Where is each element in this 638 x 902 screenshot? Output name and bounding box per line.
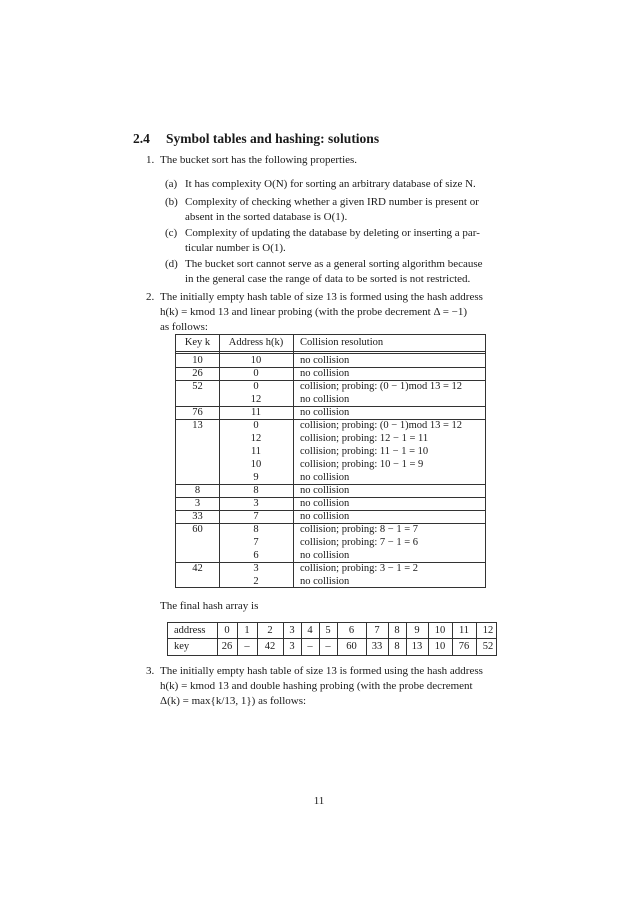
- address-cell: 11: [250, 446, 262, 457]
- hash-array-key: 3: [289, 641, 295, 652]
- resolution-cell: collision; probing: 3 − 1 = 2: [300, 563, 419, 574]
- hash-array-address: 1: [244, 625, 250, 636]
- hash-array-address: 7: [374, 625, 380, 636]
- hash-array-address: 6: [348, 625, 355, 636]
- address-cell: 2: [253, 576, 259, 587]
- address-cell: 7: [253, 537, 259, 548]
- key-cell: 60: [192, 524, 203, 535]
- page-number: 11: [313, 795, 325, 807]
- hash-array-key-label: key: [174, 641, 190, 652]
- item-1-number: 1.: [146, 154, 155, 166]
- address-cell: 9: [253, 472, 259, 483]
- hash-array-key: 13: [411, 641, 423, 652]
- key-cell: 8: [194, 485, 201, 496]
- key-cell: 13: [192, 420, 203, 431]
- resolution-cell: no collision: [300, 485, 350, 496]
- address-cell: 0: [253, 420, 259, 431]
- subitem-d-label: (d): [165, 258, 178, 270]
- hash-array-address: 2: [267, 625, 273, 636]
- address-cell: 12: [250, 433, 262, 444]
- section-title: Symbol tables and hashing: solutions: [166, 131, 380, 146]
- hash-array-key: –: [244, 641, 250, 652]
- address-cell: 8: [253, 485, 259, 496]
- resolution-cell: no collision: [300, 407, 350, 418]
- hash-array-address: 4: [307, 625, 313, 636]
- final-array-caption: The final hash array is: [160, 600, 259, 612]
- resolution-cell: no collision: [300, 394, 350, 405]
- resolution-cell: collision; probing: 12 − 1 = 11: [300, 433, 429, 444]
- item-3-line-3: Δ(k) = max{k/13, 1}) as follows:: [160, 695, 307, 707]
- key-cell: 26: [192, 368, 203, 379]
- hash-array-key: 76: [458, 641, 470, 652]
- item-1-intro: The bucket sort has the following properties.: [160, 154, 358, 166]
- address-cell: 11: [250, 407, 262, 418]
- subitem-a-line-1: It has complexity O(N) for sorting an arbitrary database of size N.: [185, 178, 476, 190]
- hash-array-key: 60: [346, 641, 357, 652]
- hash-array-address: 5: [325, 625, 331, 636]
- hash-array-key: 26: [221, 641, 233, 652]
- address-cell: 8: [253, 524, 259, 535]
- address-cell: 0: [253, 381, 259, 392]
- collision-table: [175, 334, 486, 588]
- hash-array-address: 11: [458, 625, 470, 636]
- item-3-line-2: h(k) = kmod 13 and double hashing probing (with the probe decrement: [160, 680, 473, 692]
- subitem-b-line-2: absent in the sorted database is O(1).: [185, 211, 348, 223]
- hash-array-key: –: [307, 641, 313, 652]
- header-address: Address h(k): [228, 337, 284, 348]
- item-2-number: 2.: [146, 291, 155, 303]
- hash-array-address: 3: [289, 625, 295, 636]
- address-cell: 10: [250, 459, 262, 470]
- key-cell: 52: [192, 381, 203, 392]
- address-cell: 6: [253, 550, 259, 561]
- hash-array-key: 33: [371, 641, 383, 652]
- hash-array-address: 10: [434, 625, 446, 636]
- item-2-line-1: The initially empty hash table of size 13 is formed using the hash address: [160, 291, 483, 303]
- address-cell: 3: [253, 563, 259, 574]
- resolution-cell: no collision: [300, 498, 350, 509]
- table-divider: [293, 335, 294, 587]
- subitem-c-line-2: ticular number is O(1).: [185, 242, 286, 254]
- resolution-cell: no collision: [300, 550, 350, 561]
- header-key: Key k: [184, 337, 211, 348]
- key-cell: 76: [192, 407, 203, 418]
- address-cell: 10: [250, 355, 262, 366]
- hash-array-key: 52: [482, 641, 494, 652]
- address-cell: 3: [253, 498, 259, 509]
- resolution-cell: no collision: [300, 472, 350, 483]
- item-2-line-3: as follows:: [160, 321, 208, 333]
- hash-array-key: 8: [394, 641, 400, 652]
- subitem-b-label: (b): [165, 196, 178, 208]
- resolution-cell: collision; probing: 7 − 1 = 6: [300, 537, 419, 548]
- subitem-d-line-2: in the general case the range of data to be sorted is not restricted.: [185, 273, 471, 285]
- hash-array-address: 9: [414, 625, 420, 636]
- subitem-c-line-1: Complexity of updating the database by deleting or inserting a par-: [185, 227, 480, 239]
- subitem-a-label: (a): [165, 178, 178, 190]
- item-3-line-1: The initially empty hash table of size 13 is formed using the hash address: [160, 665, 483, 677]
- resolution-cell: collision; probing: 11 − 1 = 10: [300, 446, 429, 457]
- hash-array-key: 42: [264, 641, 276, 652]
- resolution-cell: collision; probing: (0 − 1)mod 13 = 12: [300, 420, 463, 431]
- key-cell: 10: [192, 355, 203, 366]
- section-heading: [133, 131, 379, 147]
- hash-array-table: [167, 622, 497, 656]
- hash-array-address: 0: [224, 625, 230, 636]
- resolution-cell: no collision: [300, 355, 350, 366]
- item-2-line-2: h(k) = kmod 13 and linear probing (with the probe decrement Δ = −1): [160, 306, 468, 318]
- address-cell: 0: [253, 368, 259, 379]
- subitem-b-line-1: Complexity of checking whether a given IRD number is present or: [185, 196, 479, 208]
- hash-array-address: 12: [482, 625, 494, 636]
- header-double-rule: [176, 353, 485, 354]
- hash-array-key: 10: [434, 641, 446, 652]
- header-resolution: Collision resolution: [300, 337, 384, 348]
- key-cell: 3: [194, 498, 201, 509]
- hash-array-address-label: address: [174, 625, 206, 636]
- table-header-row: [176, 335, 485, 352]
- section-number: 2.4: [133, 131, 150, 146]
- hash-array-key: –: [325, 641, 331, 652]
- hash-array-address: 8: [394, 625, 400, 636]
- subitem-d-line-1: The bucket sort cannot serve as a general sorting algorithm because: [185, 258, 483, 270]
- resolution-cell: no collision: [300, 368, 350, 379]
- address-cell: 7: [253, 511, 259, 522]
- address-cell: 12: [250, 394, 262, 405]
- resolution-cell: collision; probing: 8 − 1 = 7: [300, 524, 419, 535]
- resolution-cell: no collision: [300, 576, 350, 587]
- item-3-number: 3.: [146, 665, 155, 677]
- resolution-cell: collision; probing: (0 − 1)mod 13 = 12: [300, 381, 463, 392]
- key-cell: 33: [192, 511, 203, 522]
- key-cell: 42: [192, 563, 203, 574]
- resolution-cell: collision; probing: 10 − 1 = 9: [300, 459, 424, 470]
- resolution-cell: no collision: [300, 511, 350, 522]
- subitem-c-label: (c): [165, 227, 178, 239]
